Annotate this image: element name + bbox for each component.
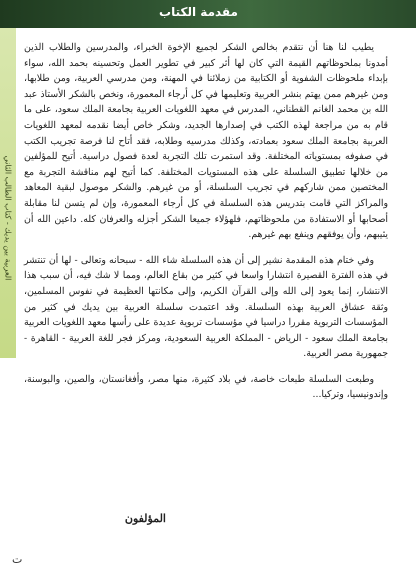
paragraph-spread: وفي ختام هذه المقدمة نشير إلى أن هذه السلسلة شاء الله - سبحانه وتعالى - لها أن تنتشر في هذه الفترة القصيرة انتشارا واسعا في كثير من بقاع العالم، ومما لا شك فيه، أن سبب هذا الانتشار، إنما يعود إلى الله وإلى القرآن الكريم، وإلى مكانتها العظيمة في نفوس المسلمين، وثقة عشاق العربية بهذه السلسلة. وقد اعتمدت سلسلة العربية بين يديك في كثير من المؤسسات التربوية مقررا دراسيا في مؤسسات تربوية عديدة على رأسها معهد اللغويات العربية بجامعة الملك سعود - الرياض - المملكة العربية السعودية، ومركز فجر للغة العربية - القاهرة - جمهورية مصر العربية. [24, 254, 388, 360]
paragraph-acknowledgements: يطيب لنا هنا أن نتقدم بخالص الشكر لجميع الإخوة الخبراء، والمدرسين والطلاب الذين أمدونا بملحوظاتهم القيمة التي كان لها أثر كبير في تطوير العمل وتحسينه بحمد الله، سواء بإبداء ملحوظات الشفوية أو الكتابية من زملائنا في المهنة، ومن مدرسي العربية، ومن طلابها، ومن غيرهم ممن يهتم بنشر العربية وتعليمها في كل أرجاء المعمورة، ونخص بالشكر الأستاذ عبد الله بن محمد الغانم القطناني، المدرس في معهد اللغويات العربية بجامعة الملك سعود، على ما قام به من مراجعة لهذه الكتب في إصدارها الجديد، وشكر خاص أيضا نقدمه لمعهد اللغويات العربية بجامعة الملك سعود بعمادته، وكذلك مدرسيه وطلابه، فقد أتاح لنا فرصة تجريب الكتب في صفوفه بمستوياته المختلفة. وقد استمرت تلك التجربة لعدة فصول دراسية. أتيح للمؤلفين من خلالها تطبيق السلسلة على هذه المستويات المختلفة. كما أتيح لهم مناقشة التجربة مع المختصين ممن شاركهم في تجريب السلسلة، أو من غيرهم. والشكر موصول لبقية المعاهد والمراكز التي قامت بتدريس هذه السلسلة في كل أرجاء المعمورة، وإن لم يتسن لنا مقابلة أصحابها أو الاستفادة من ملحوظاتهم، فلهؤلاء جميعا الشكر أجزله والعرفان كله. داعين الله أن يثيبهم، وأن يوفقهم وينفع بهم غيرهم. [24, 42, 388, 241]
body-text [24, 40, 388, 413]
side-book-tab [0, 28, 16, 358]
authors-signature: المؤلفون [124, 512, 166, 525]
side-book-title: العربية بين يديك - كتاب الطالب الثاني [3, 155, 13, 281]
chapter-header-bar [0, 0, 416, 28]
page-number: ت [12, 553, 23, 566]
paragraph-editions: وطبعت السلسلة طبعات خاصة، في بلاد كثيرة، منها مصر، وأفغانستان، والصين، والبوسنة، وإندونيسيا، وتركيا... [24, 373, 388, 401]
chapter-title: مقدمة الكتاب [159, 5, 238, 19]
